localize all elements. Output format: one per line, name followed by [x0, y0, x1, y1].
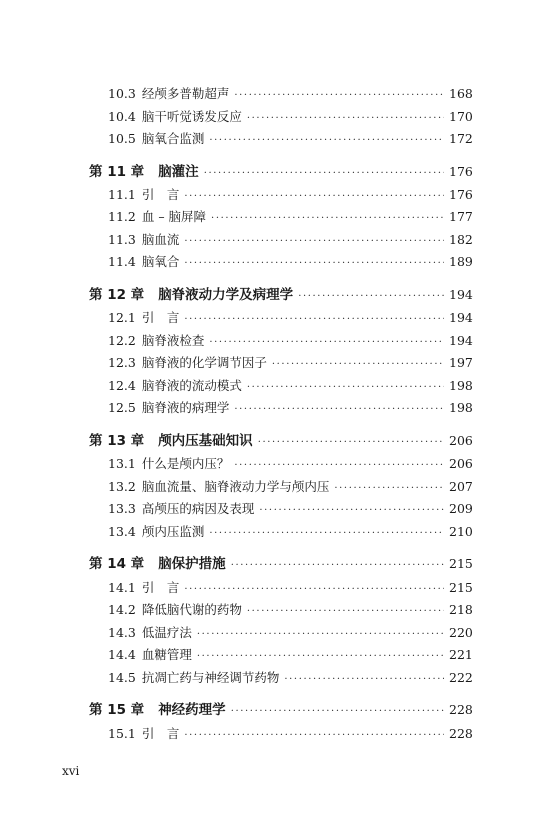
section-title: 经颅多普勒超声	[141, 86, 230, 101]
page-number: 170	[449, 109, 473, 124]
toc-chapter-13	[89, 429, 471, 449]
section-number: 12.4	[108, 378, 136, 393]
page-number: 222	[449, 670, 473, 685]
section-number: 12.5	[108, 400, 136, 415]
dot-leader	[184, 258, 444, 269]
dot-leader	[184, 236, 444, 247]
section-number: 13.3	[108, 501, 136, 516]
chapter-title: 脑灌注	[158, 164, 199, 180]
page-number: 209	[449, 501, 473, 516]
toc-entry-14-3	[108, 623, 471, 641]
section-title: 什么是颅内压？	[141, 456, 230, 471]
chapter-number: 第 14 章	[89, 556, 145, 572]
dot-leader	[184, 191, 444, 202]
dot-leader	[209, 337, 444, 348]
section-title: 降低脑代谢的药物	[141, 602, 242, 617]
page-number: 198	[449, 400, 473, 415]
dot-leader	[209, 528, 444, 539]
chapter-number: 第 11 章	[89, 164, 145, 180]
toc-entry-13-4	[108, 522, 471, 540]
dot-leader	[204, 168, 444, 179]
section-number: 13.2	[108, 479, 136, 494]
toc-entry-13-1	[108, 454, 471, 472]
chapter-number: 第 12 章	[89, 287, 145, 303]
toc-entry-12-3	[108, 353, 471, 371]
page-number: 220	[449, 625, 473, 640]
section-title: 脑脊液的化学调节因子	[141, 355, 267, 370]
folio-page-number: xvi	[62, 764, 80, 778]
dot-leader	[258, 437, 444, 448]
page-number: 189	[449, 254, 473, 269]
section-title: 脑氧合监测	[141, 131, 205, 146]
dot-leader	[298, 291, 444, 302]
page-number: 218	[449, 602, 473, 617]
section-title: 引 言	[141, 726, 180, 741]
page-number: 207	[449, 479, 473, 494]
chapter-title: 脑保护措施	[158, 556, 226, 572]
page-number: 172	[449, 131, 473, 146]
dot-leader	[284, 674, 444, 685]
page-number: 194	[449, 310, 473, 325]
section-number: 12.1	[108, 310, 136, 325]
dot-leader	[231, 706, 444, 717]
dot-leader	[231, 560, 444, 571]
toc-entry-11-4	[108, 252, 471, 270]
dot-leader	[247, 382, 444, 393]
page-number: 221	[449, 647, 473, 662]
page-number: 168	[449, 86, 473, 101]
page-number: 198	[449, 378, 473, 393]
section-number: 10.4	[108, 109, 136, 124]
toc-entry-11-2	[108, 207, 471, 225]
toc-entry-14-4	[108, 645, 471, 663]
section-title: 脑血流	[141, 232, 180, 247]
toc-entry-10-3	[108, 84, 471, 102]
section-title: 脑干听觉诱发反应	[141, 109, 242, 124]
page-number: 228	[449, 726, 473, 741]
page-number: 194	[449, 287, 473, 302]
toc-entry-10-4	[108, 107, 471, 125]
section-title: 血糖管理	[141, 647, 192, 662]
toc-entry-12-2	[108, 331, 471, 349]
section-number: 13.1	[108, 456, 136, 471]
section-number: 12.3	[108, 355, 136, 370]
toc-entry-14-2	[108, 600, 471, 618]
toc-entry-15-1	[108, 724, 471, 742]
section-title: 血 – 脑屏障	[141, 209, 207, 224]
chapter-title: 颅内压基础知识	[158, 433, 253, 449]
section-title: 低温疗法	[141, 625, 192, 640]
toc-entry-11-1	[108, 185, 471, 203]
section-title: 引 言	[141, 580, 180, 595]
section-title: 颅内压监测	[141, 524, 205, 539]
section-title: 抗凋亡药与神经调节药物	[141, 670, 280, 685]
dot-leader	[259, 505, 444, 516]
page-number: 197	[449, 355, 473, 370]
section-number: 15.1	[108, 726, 136, 741]
section-number: 11.4	[108, 254, 136, 269]
dot-leader	[234, 404, 444, 415]
section-number: 13.4	[108, 524, 136, 539]
toc-chapter-14	[89, 552, 471, 572]
page-number: 182	[449, 232, 473, 247]
dot-leader	[272, 359, 444, 370]
page-number: 206	[449, 433, 473, 448]
dot-leader	[247, 606, 444, 617]
dot-leader	[209, 135, 444, 146]
page-number: 215	[449, 580, 473, 595]
chapter-title: 脑脊液动力学及病理学	[158, 287, 294, 303]
section-number: 14.1	[108, 580, 136, 595]
page-number: 215	[449, 556, 473, 571]
chapter-title: 神经药理学	[158, 702, 226, 718]
dot-leader	[197, 651, 444, 662]
page-number: 176	[449, 187, 473, 202]
section-title: 脑脊液的病理学	[141, 400, 230, 415]
section-title: 引 言	[141, 187, 180, 202]
toc-chapter-15	[89, 698, 471, 718]
dot-leader	[334, 483, 444, 494]
section-title: 脑血流量、脑脊液动力学与颅内压	[141, 479, 330, 494]
section-number: 14.2	[108, 602, 136, 617]
section-title: 脑脊液检查	[141, 333, 205, 348]
chapter-number: 第 15 章	[89, 702, 145, 718]
page-number: 194	[449, 333, 473, 348]
section-number: 14.4	[108, 647, 136, 662]
dot-leader	[184, 730, 444, 741]
section-number: 14.5	[108, 670, 136, 685]
toc-entry-10-5	[108, 129, 471, 147]
dot-leader	[234, 90, 444, 101]
section-number: 14.3	[108, 625, 136, 640]
dot-leader	[184, 584, 444, 595]
dot-leader	[184, 314, 444, 325]
toc-entry-14-5	[108, 668, 471, 686]
section-number: 12.2	[108, 333, 136, 348]
page-number: 176	[449, 164, 473, 179]
dot-leader	[197, 629, 444, 640]
toc-chapter-11	[89, 160, 471, 180]
page-number: 210	[449, 524, 473, 539]
dot-leader	[211, 213, 444, 224]
toc-entry-12-4	[108, 376, 471, 394]
toc-entry-11-3	[108, 230, 471, 248]
toc-entry-14-1	[108, 578, 471, 596]
section-number: 11.3	[108, 232, 136, 247]
toc-entry-12-5	[108, 398, 471, 416]
toc-chapter-12	[89, 283, 471, 303]
section-title: 脑脊液的流动模式	[141, 378, 242, 393]
toc-entry-13-2	[108, 477, 471, 495]
section-number: 11.1	[108, 187, 136, 202]
dot-leader	[234, 460, 444, 471]
page-number: 228	[449, 702, 473, 717]
chapter-number: 第 13 章	[89, 433, 145, 449]
toc-entry-12-1	[108, 308, 471, 326]
section-title: 引 言	[141, 310, 180, 325]
dot-leader	[247, 113, 444, 124]
section-number: 10.3	[108, 86, 136, 101]
section-title: 高颅压的病因及表现	[141, 501, 255, 516]
section-number: 11.2	[108, 209, 136, 224]
toc-entry-13-3	[108, 499, 471, 517]
page-number: 206	[449, 456, 473, 471]
page-number: 177	[449, 209, 473, 224]
section-number: 10.5	[108, 131, 136, 146]
section-title: 脑氧合	[141, 254, 180, 269]
